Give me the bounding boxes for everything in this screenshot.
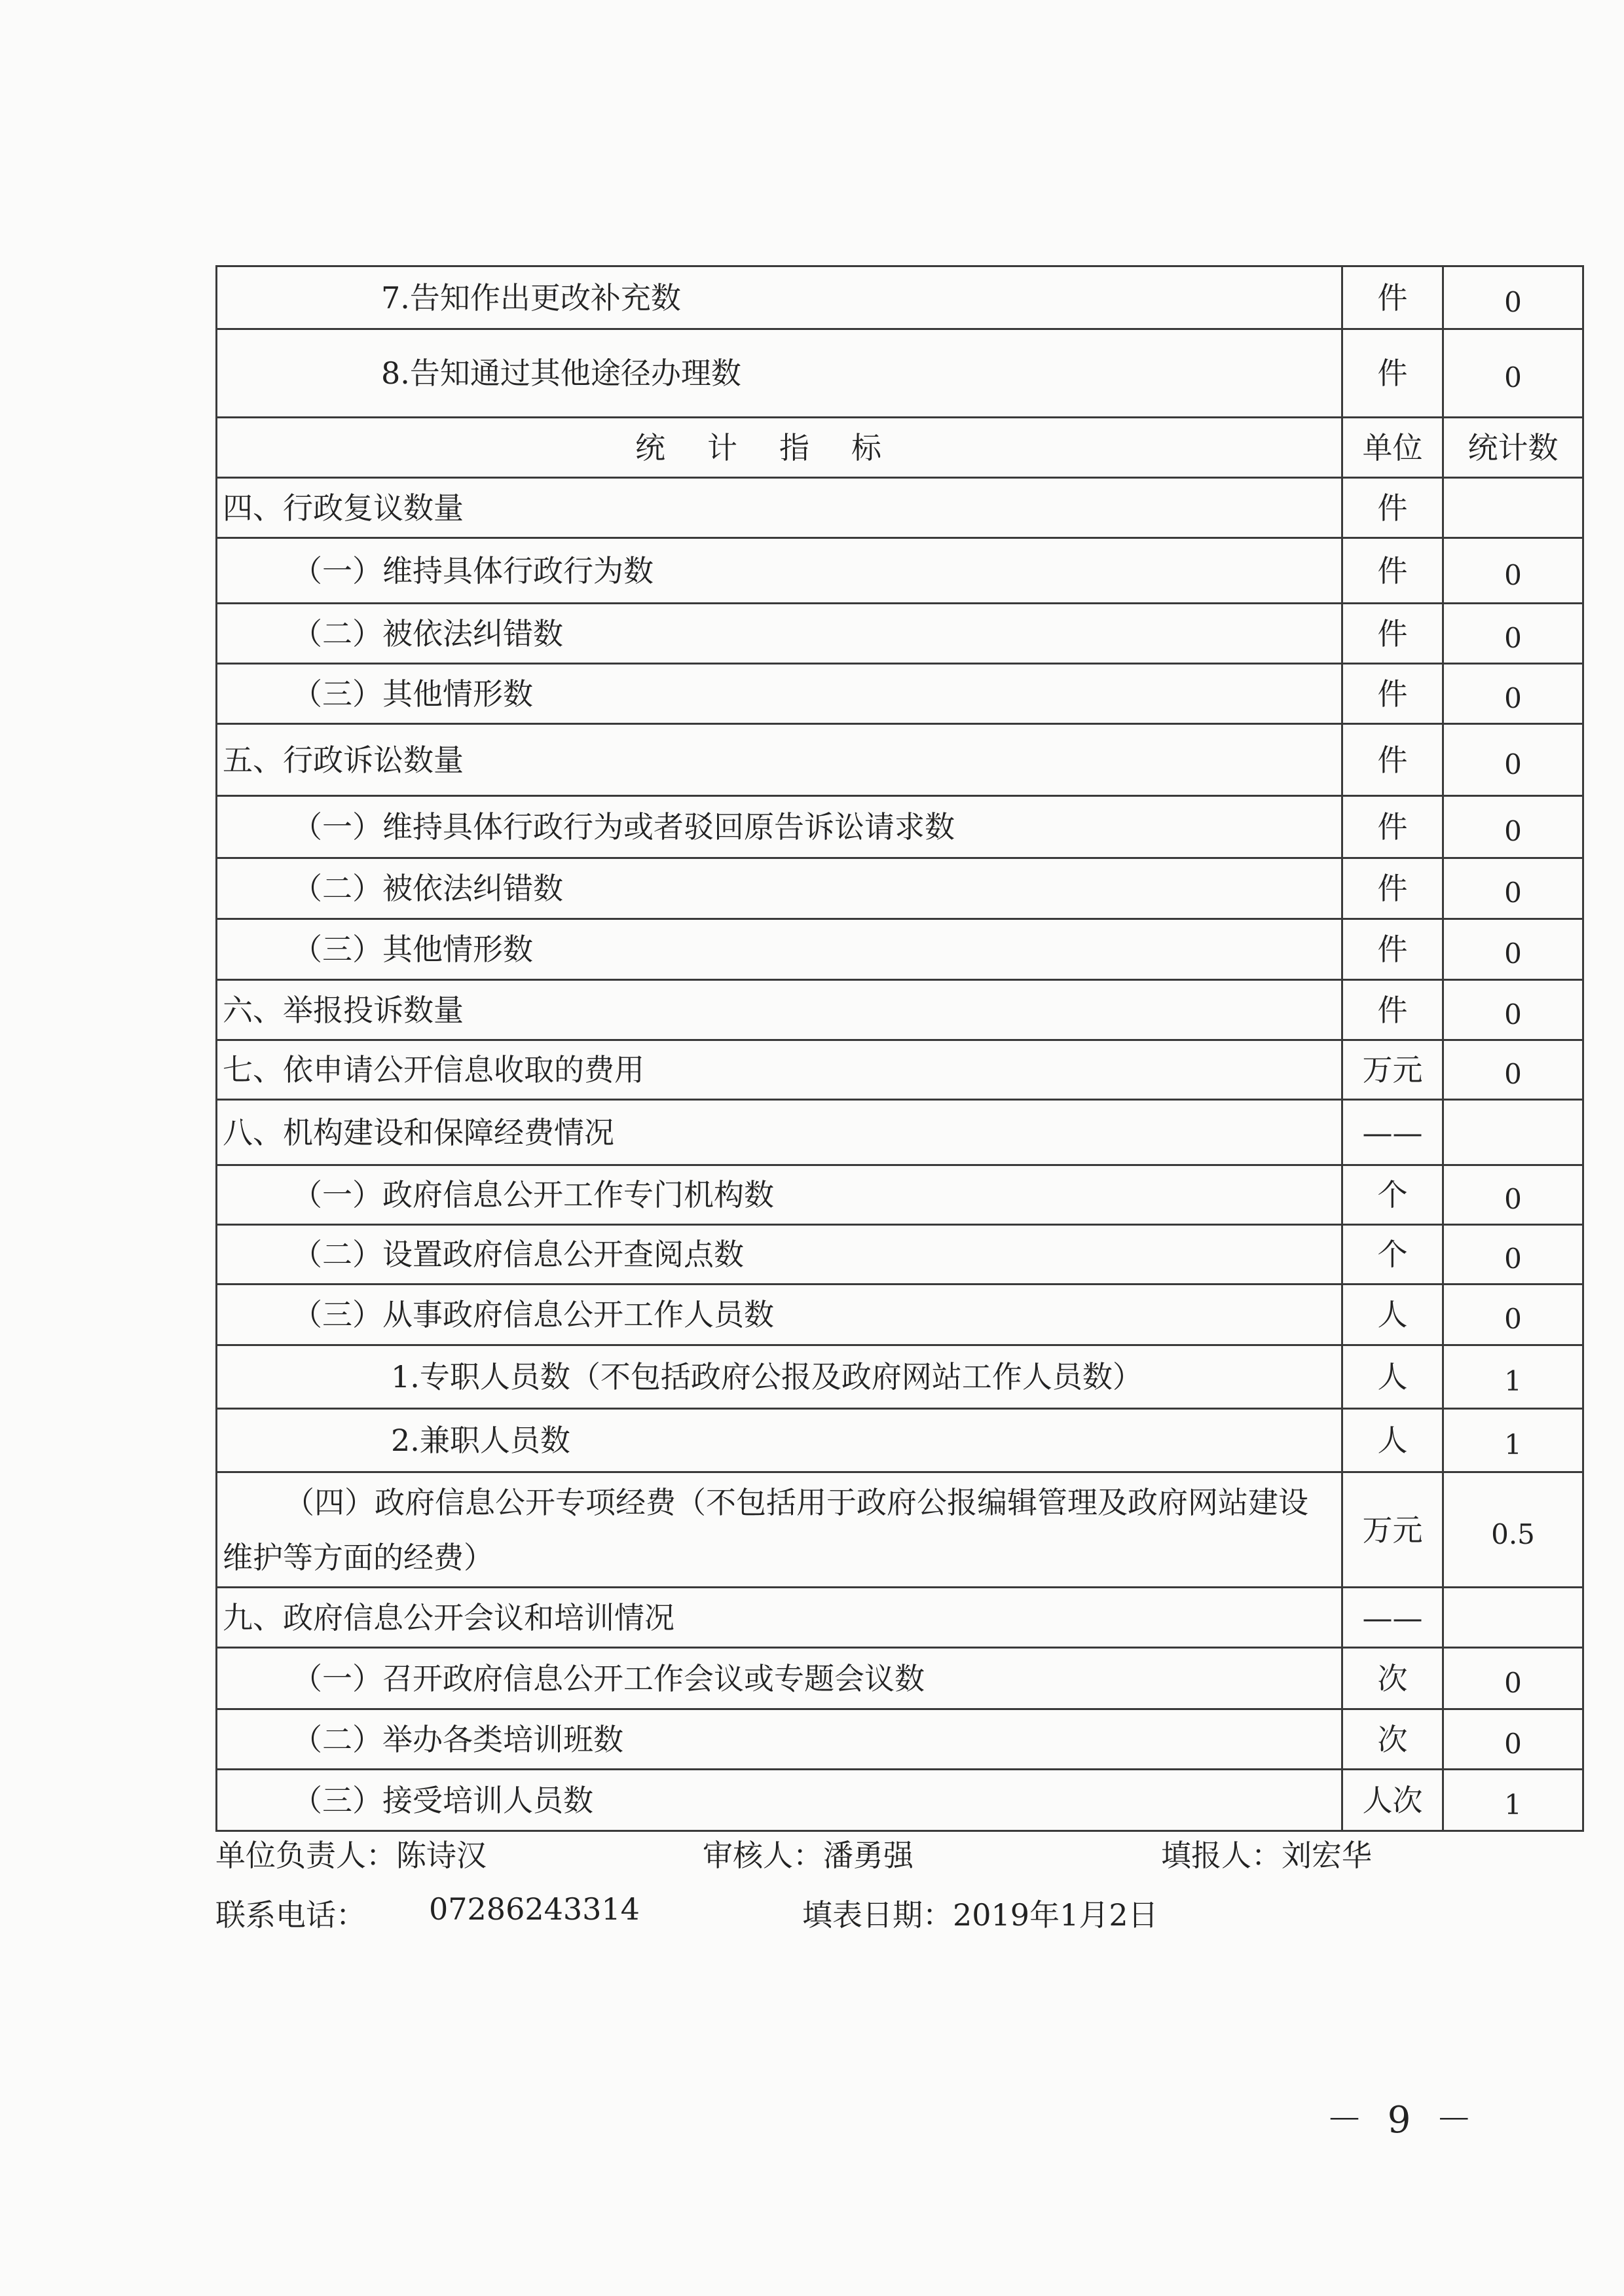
unit-cell: 件 [1342, 919, 1443, 980]
value-cell: 0 [1443, 1225, 1583, 1285]
table-row [217, 604, 1583, 664]
table-row [217, 664, 1583, 724]
value-cell: 0.5 [1443, 1472, 1583, 1588]
indicator-cell: 7.告知作出更改补充数 [217, 266, 1342, 329]
unit-cell: 次 [1342, 1709, 1443, 1770]
unit-cell: 人次 [1342, 1770, 1443, 1831]
unit-cell: —— [1342, 1588, 1443, 1648]
header-count: 统计数 [1443, 418, 1583, 478]
indicator-cell: （一）维持具体行政行为数 [217, 538, 1342, 604]
header-unit: 单位 [1342, 418, 1443, 478]
indicator-cell: （三）从事政府信息公开工作人员数 [217, 1285, 1342, 1345]
value-cell: 0 [1443, 604, 1583, 664]
table-row [217, 1165, 1583, 1225]
unit-cell: 件 [1342, 538, 1443, 604]
statistics-table [215, 265, 1584, 1832]
indicator-cell: 六、举报投诉数量 [217, 980, 1342, 1040]
indicator-text: （四）政府信息公开专项经费（不包括用于政府公报编辑管理及政府网站建设维护等方面的经费） [223, 1484, 1308, 1575]
indicator-cell: （三）其他情形数 [217, 664, 1342, 724]
table-row [217, 266, 1583, 329]
indicator-cell: （二）举办各类培训班数 [217, 1709, 1342, 1770]
form-filler: 填报人：刘宏华 [1161, 1838, 1372, 1873]
indicator-cell: 四、行政复议数量 [217, 478, 1342, 538]
unit-cell: 人 [1342, 1285, 1443, 1345]
table-row [217, 1770, 1583, 1831]
table-row [217, 919, 1583, 980]
indicator-cell: （一）政府信息公开工作专门机构数 [217, 1165, 1342, 1225]
value-cell: 0 [1443, 664, 1583, 724]
fill-date: 填表日期：2019年1月2日 [802, 1897, 1158, 1933]
responsible-person: 单位负责人：陈诗汉 [215, 1838, 487, 1873]
page-number: － 9 － [1326, 2099, 1479, 2141]
value-cell: 0 [1443, 266, 1583, 329]
unit-cell: 件 [1342, 478, 1443, 538]
value-cell: 0 [1443, 1165, 1583, 1225]
table-row [217, 1648, 1583, 1709]
unit-cell: 个 [1342, 1225, 1443, 1285]
table-row [217, 858, 1583, 919]
table-row [217, 1225, 1583, 1285]
indicator-cell: 2.兼职人员数 [217, 1409, 1342, 1472]
value-cell: 0 [1443, 858, 1583, 919]
indicator-cell: 8.告知通过其他途径办理数 [217, 329, 1342, 418]
value-cell: 0 [1443, 919, 1583, 980]
table-row [217, 796, 1583, 858]
indicator-cell: （三）接受培训人员数 [217, 1770, 1342, 1831]
phone-label: 联系电话： [215, 1897, 366, 1933]
phone-number: 07286243314 [429, 1891, 640, 1927]
unit-cell: 件 [1342, 980, 1443, 1040]
value-cell: 0 [1443, 1709, 1583, 1770]
value-cell: 0 [1443, 1285, 1583, 1345]
unit-cell: 件 [1342, 796, 1443, 858]
table-row [217, 478, 1583, 538]
indicator-cell: （三）其他情形数 [217, 919, 1342, 980]
unit-cell: 件 [1342, 604, 1443, 664]
indicator-cell: （二）被依法纠错数 [217, 604, 1342, 664]
value-cell: 1 [1443, 1409, 1583, 1472]
table-row [217, 1040, 1583, 1100]
value-cell [1443, 1100, 1583, 1165]
header-indicator: 统计指标 [217, 418, 1342, 478]
table-row [217, 1709, 1583, 1770]
table-row [217, 329, 1583, 418]
value-cell: 0 [1443, 724, 1583, 796]
indicator-cell: 五、行政诉讼数量 [217, 724, 1342, 796]
indicator-cell: 七、依申请公开信息收取的费用 [217, 1040, 1342, 1100]
indicator-cell: （二）设置政府信息公开查阅点数 [217, 1225, 1342, 1285]
unit-cell: 件 [1342, 664, 1443, 724]
unit-cell: 万元 [1342, 1472, 1443, 1588]
value-cell: 1 [1443, 1770, 1583, 1831]
value-cell: 1 [1443, 1345, 1583, 1409]
indicator-cell [217, 1472, 1342, 1588]
indicator-cell: 1.专职人员数（不包括政府公报及政府网站工作人员数） [217, 1345, 1342, 1409]
table-row [217, 1409, 1583, 1472]
unit-cell: 件 [1342, 266, 1443, 329]
table-row [217, 1100, 1583, 1165]
table-row [217, 1472, 1583, 1588]
value-cell: 0 [1443, 980, 1583, 1040]
value-cell: 0 [1443, 329, 1583, 418]
unit-cell: 人 [1342, 1345, 1443, 1409]
value-cell: 0 [1443, 1040, 1583, 1100]
unit-cell: 件 [1342, 329, 1443, 418]
unit-cell: 件 [1342, 724, 1443, 796]
unit-cell: 件 [1342, 858, 1443, 919]
table-row [217, 1285, 1583, 1345]
indicator-cell: 九、政府信息公开会议和培训情况 [217, 1588, 1342, 1648]
unit-cell: 万元 [1342, 1040, 1443, 1100]
header-row [217, 418, 1583, 478]
table-row [217, 1588, 1583, 1648]
unit-cell: —— [1342, 1100, 1443, 1165]
indicator-cell: （一）维持具体行政行为或者驳回原告诉讼请求数 [217, 796, 1342, 858]
table-row [217, 980, 1583, 1040]
table-row [217, 1345, 1583, 1409]
unit-cell: 人 [1342, 1409, 1443, 1472]
indicator-cell: 八、机构建设和保障经费情况 [217, 1100, 1342, 1165]
value-cell [1443, 478, 1583, 538]
unit-cell: 个 [1342, 1165, 1443, 1225]
value-cell: 0 [1443, 1648, 1583, 1709]
value-cell: 0 [1443, 538, 1583, 604]
table-row [217, 724, 1583, 796]
indicator-cell: （二）被依法纠错数 [217, 858, 1342, 919]
unit-cell: 次 [1342, 1648, 1443, 1709]
indicator-cell: （一）召开政府信息公开工作会议或专题会议数 [217, 1648, 1342, 1709]
value-cell: 0 [1443, 796, 1583, 858]
table-row [217, 538, 1583, 604]
value-cell [1443, 1588, 1583, 1648]
reviewer: 审核人：潘勇强 [703, 1838, 913, 1873]
